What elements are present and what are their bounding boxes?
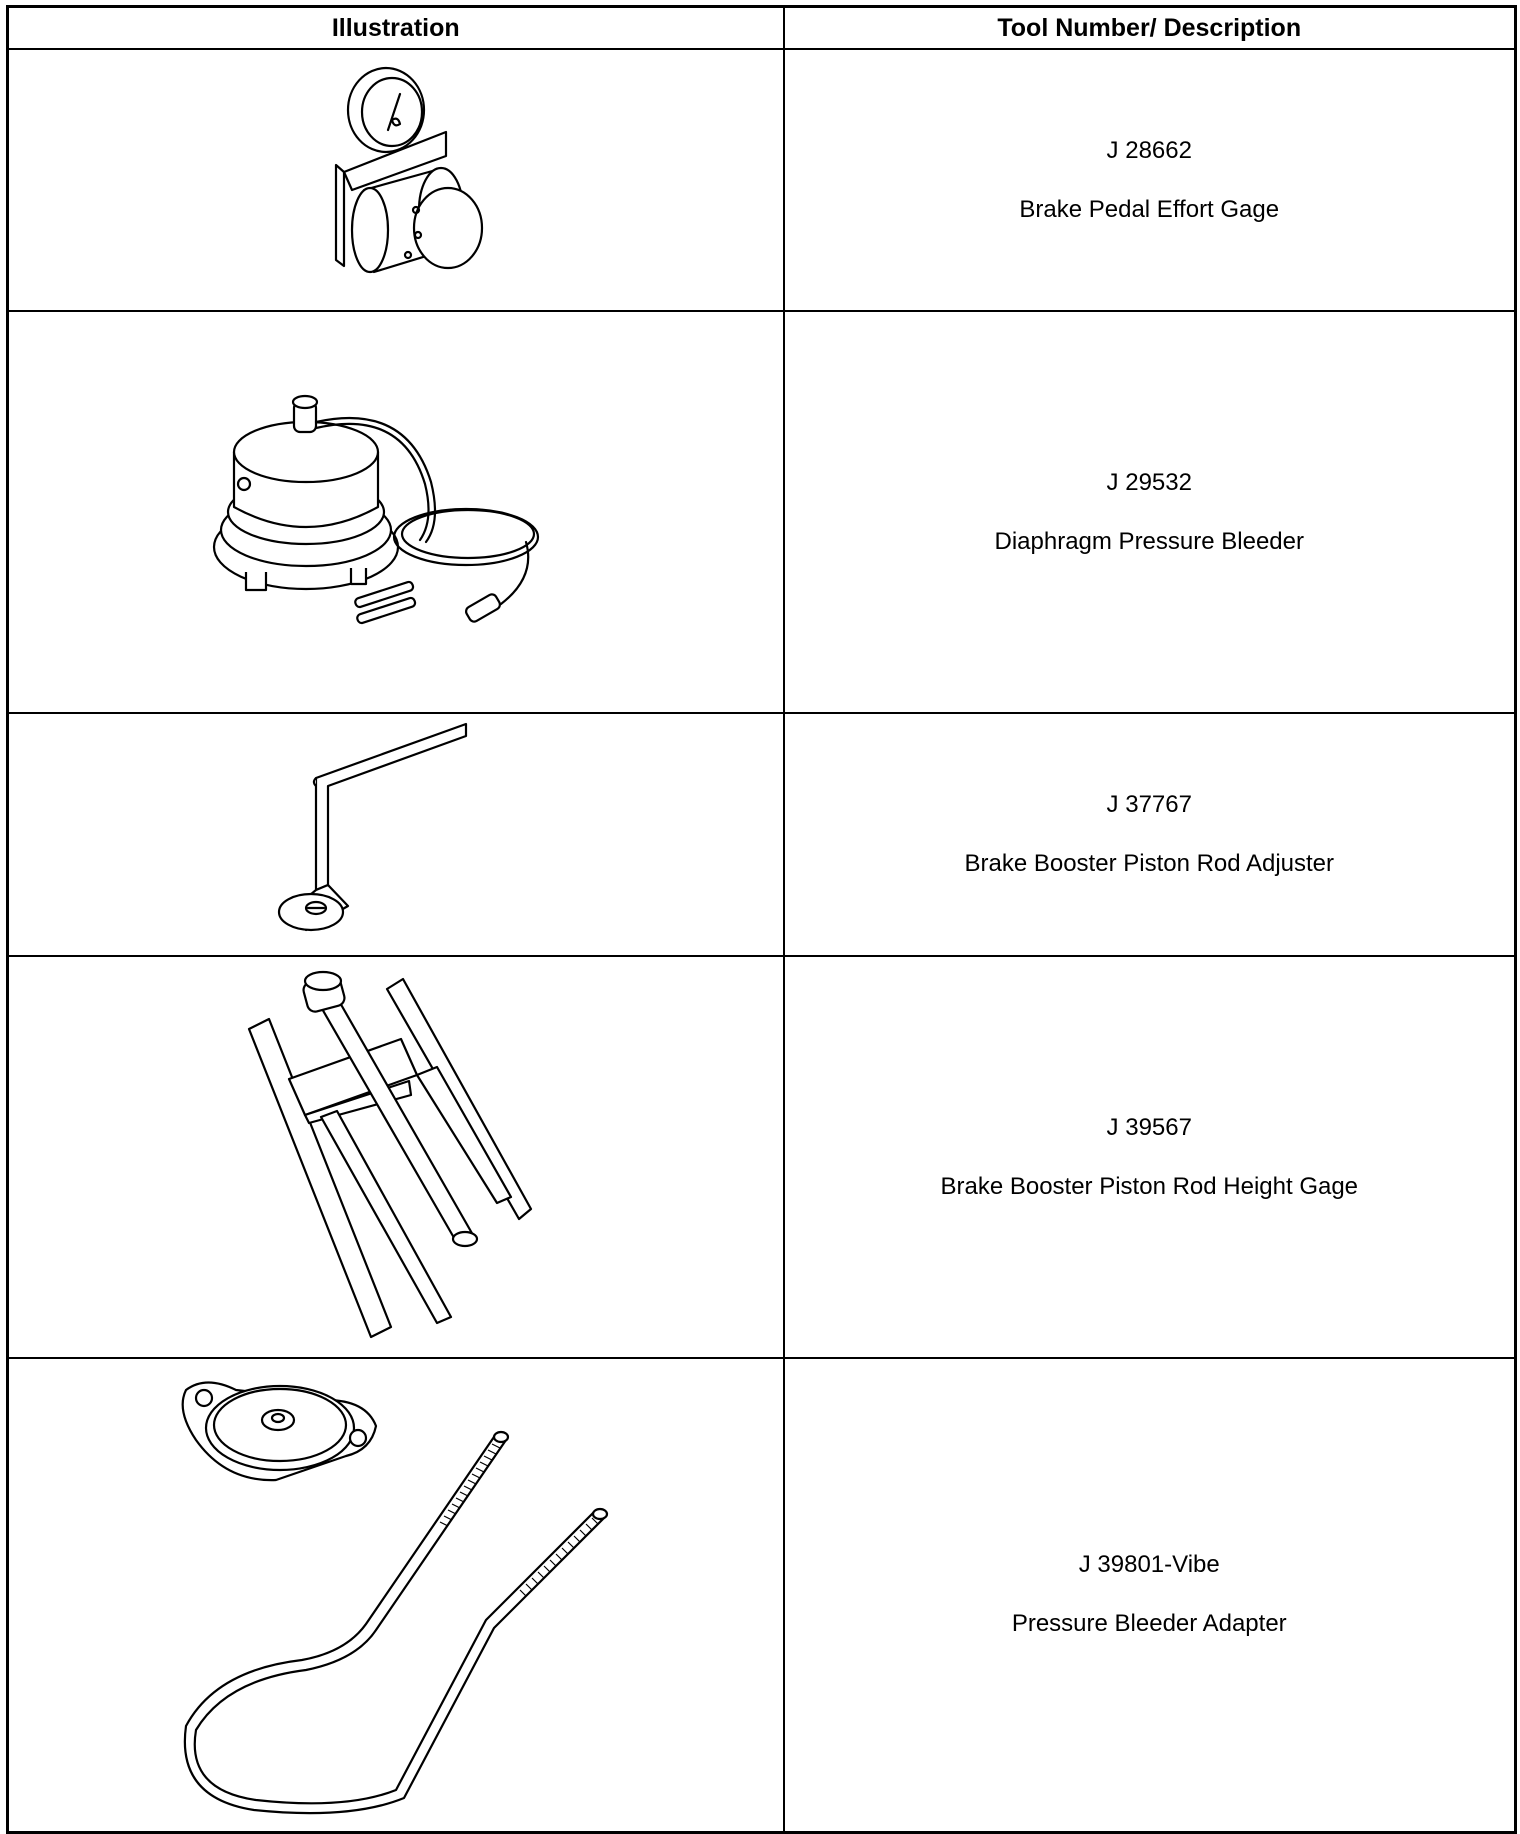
description-cell bbox=[784, 311, 1516, 713]
piston-rod-adjuster-illustration bbox=[266, 720, 526, 950]
description-cell bbox=[784, 713, 1516, 956]
diaphragm-pressure-bleeder-illustration bbox=[206, 372, 586, 652]
header-tool-number-description: Tool Number/ Description bbox=[784, 7, 1516, 50]
illustration-cell bbox=[8, 1358, 784, 1832]
description-cell bbox=[784, 956, 1516, 1358]
illustration-cell bbox=[8, 49, 784, 311]
table-row bbox=[8, 49, 1516, 311]
table-row bbox=[8, 956, 1516, 1358]
description-cell bbox=[784, 49, 1516, 311]
header-row bbox=[8, 7, 1516, 50]
pedal-effort-gage-illustration bbox=[296, 60, 496, 300]
header-illustration: Illustration bbox=[8, 7, 784, 50]
tool-description: Brake Booster Piston Rod Adjuster bbox=[964, 850, 1335, 877]
table-row bbox=[8, 1358, 1516, 1832]
tool-number: J 39567 bbox=[1106, 1113, 1192, 1141]
tool-number: J 37767 bbox=[1106, 791, 1192, 818]
tool-number: J 39801-Vibe bbox=[1078, 1551, 1220, 1579]
tool-description: Brake Pedal Effort Gage bbox=[1019, 195, 1280, 223]
tool-description: Pressure Bleeder Adapter bbox=[1011, 1610, 1287, 1638]
illustration-cell bbox=[8, 956, 784, 1358]
tool-description: Diaphragm Pressure Bleeder bbox=[994, 527, 1304, 555]
tool-description: Brake Booster Piston Rod Height Gage bbox=[940, 1172, 1359, 1200]
table-row bbox=[8, 713, 1516, 956]
pressure-bleeder-adapter-illustration bbox=[166, 1370, 626, 1820]
illustration-cell bbox=[8, 713, 784, 956]
tool-number: J 28662 bbox=[1106, 136, 1192, 164]
tool-number: J 29532 bbox=[1106, 468, 1192, 496]
piston-rod-height-gage-illustration bbox=[241, 967, 551, 1347]
illustration-cell bbox=[8, 311, 784, 713]
special-tools-table bbox=[6, 5, 1517, 1834]
description-cell bbox=[784, 1358, 1516, 1832]
table-row bbox=[8, 311, 1516, 713]
